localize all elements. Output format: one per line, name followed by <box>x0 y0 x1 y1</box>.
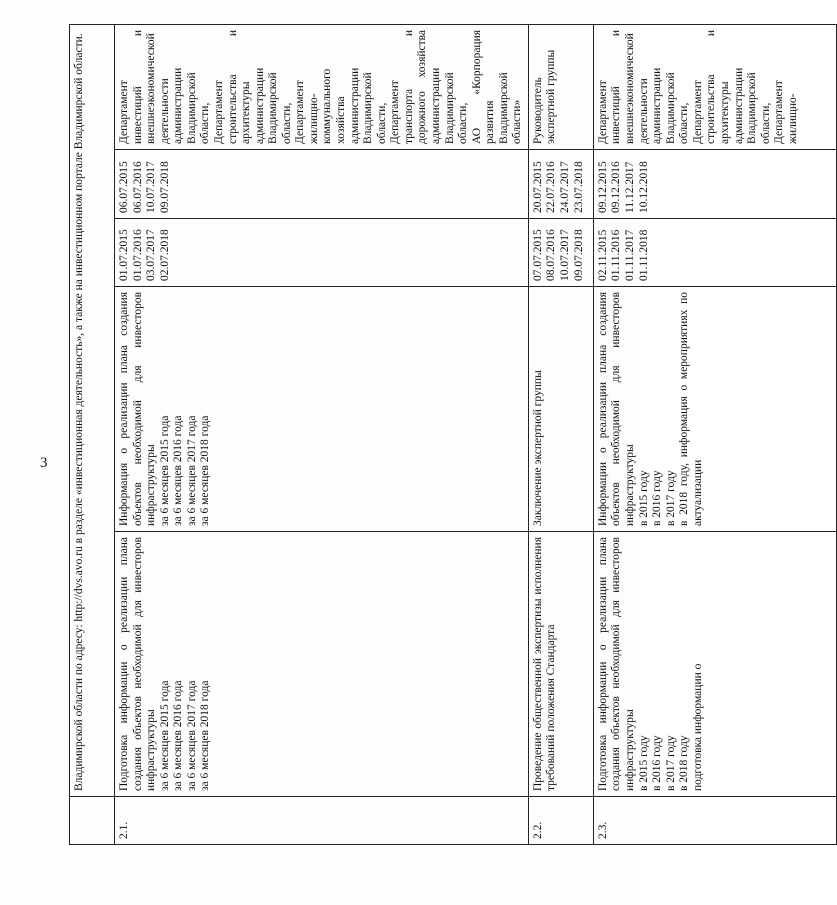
end-date: 10.07.2017 <box>145 161 158 213</box>
start-dates-cell <box>528 219 593 287</box>
start-dates-cell <box>115 219 529 287</box>
start-date: 08.07.2016 <box>545 229 558 281</box>
end-date: 23.07.2018 <box>572 161 585 213</box>
start-date: 10.07.2017 <box>559 229 571 281</box>
task-period: за 6 месяцев 2015 года <box>158 680 171 791</box>
end-date: 06.07.2016 <box>131 161 144 213</box>
task-period: в 2017 году <box>664 735 677 791</box>
responsible-cell <box>593 24 836 149</box>
end-date: 20.07.2015 <box>531 161 544 213</box>
start-date: 01.07.2016 <box>131 229 144 281</box>
responsible-entry: Департамент жилищно- <box>773 80 799 144</box>
result-period: в 2016 году <box>651 470 664 526</box>
row-number: 2.3. <box>593 797 836 845</box>
task-period: в 2018 году <box>678 735 691 791</box>
task-extra: подготовка информации о <box>691 663 704 791</box>
responsible-entry: Департамент инвестиций и внешнеэкономической деятельности администрации Владимирской области, <box>596 29 691 144</box>
responsible-entry: Департамент инвестиций и внешнеэкономической деятельности администрации Владимирской области, <box>118 29 212 144</box>
start-dates-cell <box>593 219 836 287</box>
end-date: 06.07.2015 <box>118 161 130 213</box>
task-period: за 6 месяцев 2018 года <box>199 680 212 791</box>
end-date: 09.12.2016 <box>610 161 623 213</box>
responsible-entry: Департамент транспорта и дорожного хозяйства администрации Владимирской области, <box>389 29 470 144</box>
rotated-table-container <box>69 25 799 845</box>
page-number: 3 <box>40 455 48 471</box>
end-date: 11.12.2017 <box>624 161 636 213</box>
intro-text: Владимирской области по адресу: http://dvs.avo.ru в разделе «инвестиционная деятельность», а также на инвестиционном портале Владимирской области. <box>70 24 115 796</box>
start-date: 09.07.2018 <box>572 229 585 281</box>
plan-table <box>69 24 837 845</box>
end-date: 10.12.2018 <box>637 161 650 213</box>
start-date: 01.11.2016 <box>610 229 623 281</box>
table-cell-empty <box>70 797 115 845</box>
table-row <box>115 24 529 844</box>
start-date: 01.07.2015 <box>118 229 130 281</box>
row-number: 2.2. <box>528 797 593 845</box>
table-row <box>528 24 593 844</box>
result-period: в 2015 году <box>637 470 650 526</box>
result-period: за 6 месяцев 2015 года <box>158 415 171 526</box>
table-row-intro <box>70 24 115 844</box>
end-dates-cell <box>528 150 593 219</box>
task-text: Проведение общественной экспертизы исполнения требований положения Стандарта <box>528 532 593 797</box>
row-number: 2.1. <box>115 797 529 845</box>
task-period: за 6 месяцев 2016 года <box>172 680 185 791</box>
start-date: 02.11.2015 <box>596 229 609 281</box>
start-date: 02.07.2018 <box>158 229 171 281</box>
result-period: за 6 месяцев 2016 года <box>172 415 185 526</box>
end-date: 09.12.2015 <box>596 161 609 213</box>
end-date: 09.07.2018 <box>158 161 171 213</box>
task-period: в 2015 году <box>637 735 650 791</box>
result-text: Информация о реализации плана создания объектов необходимой для инвесторов инфраструктуры <box>118 292 158 526</box>
responsible-entry: АО «Корпорация развития Владимирской области» <box>470 29 524 144</box>
result-text: Заключение экспертной группы <box>528 287 593 532</box>
task-period: за 6 месяцев 2017 года <box>185 680 198 791</box>
task-period: в 2016 году <box>651 735 664 791</box>
table-row <box>593 24 836 844</box>
end-dates-cell <box>115 150 529 219</box>
result-extra: в 2018 году, информация о мероприятиях по актуализации <box>678 292 704 526</box>
result-text: Информации о реализации плана создания объектов необходимой для инвесторов инфраструктуры <box>596 292 636 526</box>
end-date: 24.07.2017 <box>559 161 571 213</box>
task-cell <box>115 532 529 797</box>
responsible-entry: Департамент строительства и архитектуры администрации Владимирской области, <box>691 29 772 144</box>
start-date: 03.07.2017 <box>145 229 158 281</box>
start-date: 01.11.2018 <box>637 229 650 281</box>
task-text: Подготовка информации о реализации плана создания объектов необходимой для инвесторов инфраструктуры <box>118 537 158 791</box>
responsible-entry: Департамент строительства и архитектуры администрации Владимирской области, <box>212 29 293 144</box>
responsible-entry: Руководитель экспертной группы <box>531 49 558 144</box>
result-cell <box>115 287 529 532</box>
task-cell <box>593 532 836 797</box>
responsible-entry: Департамент жилищно-коммунального хозяйства администрации Владимирской области, <box>294 67 388 144</box>
end-dates-cell <box>593 150 836 219</box>
responsible-cell <box>115 24 529 149</box>
start-date: 07.07.2015 <box>531 229 544 281</box>
task-text: Подготовка информации о реализации плана создания объектов необходимой для инвесторов инфраструктуры <box>596 537 636 791</box>
start-date: 01.11.2017 <box>624 229 636 281</box>
end-date: 22.07.2016 <box>545 161 558 213</box>
result-period: за 6 месяцев 2017 года <box>185 415 198 526</box>
result-cell <box>593 287 836 532</box>
responsible-cell <box>528 24 593 149</box>
result-period: в 2017 году <box>664 470 677 526</box>
result-period: за 6 месяцев 2018 года <box>199 415 212 526</box>
